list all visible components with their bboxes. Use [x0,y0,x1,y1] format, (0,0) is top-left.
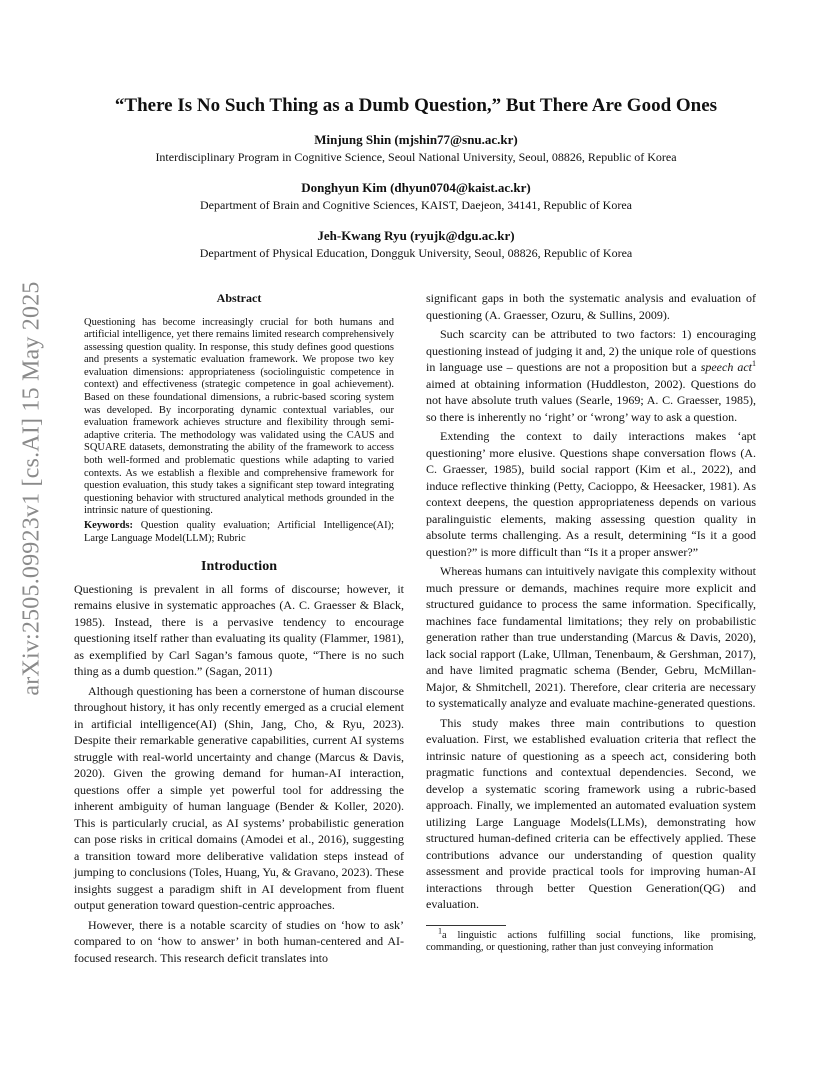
body-text: aimed at obtaining information (Huddleston, 2002). Questions do not have absolute truth values (Searle, 1969; A. C. Graesser, 1985), so there is inherently no ‘right’ or ‘wrong’ way to ask a question. [426,376,756,424]
abstract-text: Questioning has become increasingly crucial for both humans and artificial intelligence, yet there remains limited research comprehensively assessing question quality. In response, this study defines good questions and presents a systematic evaluation framework. We propose two key evaluation dimensions: appropriateness (sociolinguistic competence in context) and effectiveness (strategic competence in goal achievement). Based on these foundational dimensions, a rubric-based scoring system was developed. By incorporating dynamic contextual variables, our evaluation framework achieves structure and flexibility through semi-adaptive criteria. The methodology was validated using the CAUS and SQUARE datasets, demonstrating the ability of the framework to access both well-formed and problematic questions while adapting to varied contexts. As we establish a flexible and comprehensive framework for question evaluation, this study takes a significant step toward integrating questioning behavior with structured analytical methods grounded in the intrinsic nature of questioning. [84,316,394,517]
body-paragraph: However, there is a notable scarcity of studies on ‘how to ask’ compared to on ‘how to answer’ in both human-centered and AI-focused research. This research deficit translates into [74,917,404,965]
author-affiliation: Department of Physical Education, Dongguk University, Seoul, 08826, Republic of Korea [199,246,633,260]
speech-act-term: speech act [700,360,753,374]
footnote-mark: 1 [752,359,757,368]
author-block-2 [80,179,752,213]
body-paragraph: Although questioning has been a cornerstone of human discourse throughout history, it has only recently emerged as a crucial element in artificial intelligence(AI) (Shin, Jang, Cho, & Ryu, 2023). Despite their remarkable generative capabilities, current AI systems struggle with real-world uncertainty and change (Marcus & Davis, 2020). Given the growing demand for human-AI interaction, questions offer a simple yet powerful tool for addressing the inherent ambiguity of human language (Bender & Koller, 2020). This is particularly crucial, as AI systems’ probabilistic generation can pose risks in critical domains (Amodei et al., 2016), suggesting a transition toward more deliberative validation steps instead of jumping to conclusions (Toles, Huang, Yu, & Gravano, 2023). These insights suggest a paradigm shift in AI development from fluent output generation toward question-centric approaches. [74,683,404,913]
body-paragraph: Questioning is prevalent in all forms of discourse; however, it remains elusive in systematic approaches (A. C. Graesser & Black, 1985). Instead, there is a pervasive tendency to encourage questioning itself rather than evaluating its quality (Flammer, 1981), as exemplified by Carl Sagan’s famous quote, “There is no such thing as a dumb question.” (Sagan, 2011) [74,581,404,679]
keywords [74,520,404,545]
author-name: Jeh-Kwang Ryu (ryujk@dgu.ac.kr) [317,228,515,243]
right-column [426,290,756,955]
footnote [426,926,756,955]
paper-header [80,94,752,275]
body-text: Such scarcity can be attributed to two factors: 1) encouraging questioning instead of judging it and, 2) the unique role of questions in language use – questions are not a proposition but a [426,327,756,374]
body-paragraph: significant gaps in both the systematic analysis and evaluation of questioning (A. Graesser, Ozuru, & Sullins, 2009). [426,291,756,322]
footnote-number: 1 [438,926,442,935]
author-name: Minjung Shin (mjshin77@snu.ac.kr) [314,132,518,147]
paper-title: “There Is No Such Thing as a Dumb Question,” But There Are Good Ones [114,95,718,116]
author-block-3 [80,227,752,261]
footnote-text: a linguistic actions fulfilling social functions, like promising, commanding, or questioning, rather than just conveying information [426,929,756,954]
introduction-heading: Introduction [201,559,277,575]
body-paragraph [426,326,756,425]
author-block-1 [80,131,752,165]
keywords-list: Question quality evaluation; Artificial Intelligence(AI); Large Language Model(LLM); Rubric [84,520,394,544]
arxiv-identifier-text: arXiv:2505.09923v1 [cs.AI] 15 May 2025 [18,280,45,696]
body-paragraph: This study makes three main contributions to question evaluation. First, we established evaluation criteria that reflect the intrinsic nature of questioning as a speech act, considering both pragmatic functions and contextual dependencies. Second, we develop a systematic scoring framework using a rubric-based approach. Finally, we implemented an automated evaluation system utilizing Large Language Models(LLMs), demonstrating how structured human-defined criteria can be effectively applied. These contributions advance our understanding of question quality assessment and provide practical tools for improving human-AI interactions through better Question Generation(QG) and evaluation. [426,715,756,911]
author-affiliation: Interdisciplinary Program in Cognitive Science, Seoul National University, Seoul, 08826, Republic of Korea [155,150,677,164]
author-name: Donghyun Kim (dhyun0704@kaist.ac.kr) [301,180,531,195]
arxiv-identifier-stamp [18,280,45,696]
abstract-heading: Abstract [216,291,262,305]
body-paragraph: Extending the context to daily interactions makes ‘apt questioning’ more elusive. Questions shape conversation flows (A. C. Graesser, 1985), build social rapport (Kim et al., 2022), and induce reflective thinking (Petty, Cacioppo, & Heesacker, 1981). As context deepens, the question appropriateness depends on various paralinguistic elements, making assessing question quality in absolute terms challenging. As a result, determining “Is it a good question?” is more difficult than “Is it a proper answer?” [426,429,756,559]
body-paragraph: Whereas humans can intuitively navigate this complexity without much pressure or demands, machines require more explicit and structured guidance to process the same information. Specifically, machines face fundamental limitations; they rely on probabilistic generation rather than true understanding (Marcus & Davis, 2020), lack social rapport (Lake, Ullman, Tenenbaum, & Gershman, 2017), and have limited pragmatic schema (Bender, Gebru, McMillan-Major, & Shmitchell, 2021). Therefore, clear criteria are necessary to systematically analyze and evaluate machine-generated questions. [426,564,756,710]
left-column [74,290,404,966]
author-affiliation: Department of Brain and Cognitive Sciences, KAIST, Daejeon, 34141, Republic of Korea [200,198,632,212]
keywords-label: Keywords: [84,520,133,531]
